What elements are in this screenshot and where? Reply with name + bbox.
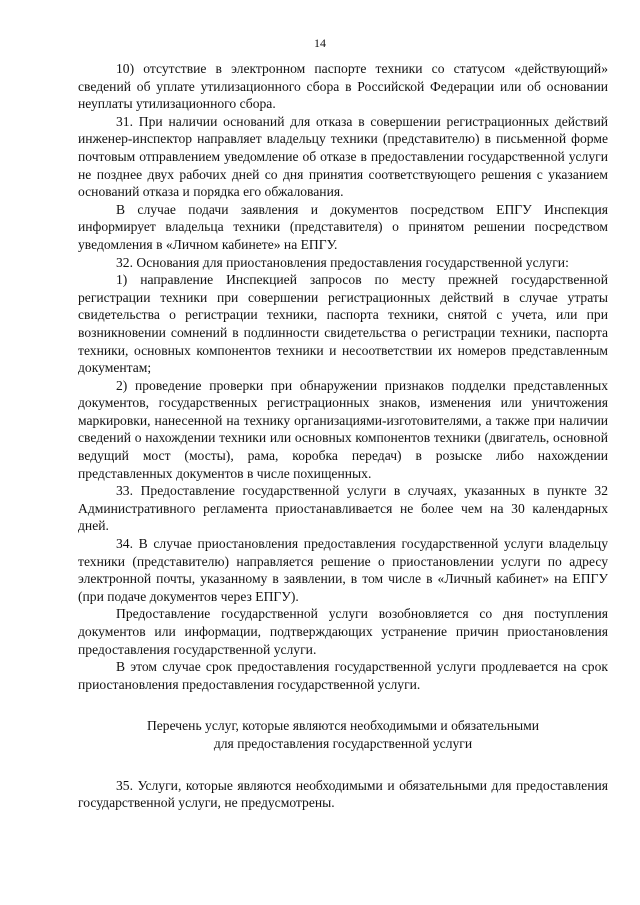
paragraph-resume: Предоставление государственной услуги возобновляется со дня поступления документов или информации, подтверждающих устранение причин приостановления предоставления государственной услуги. <box>78 606 608 657</box>
paragraph-32-item-1: 1) направление Инспекцией запросов по месту прежней государственной регистрации техники при совершении регистрационных действий в случае утраты свидетельства о регистрации техники, паспорта техники, снятой с учета, или при возникновении сомнений в подлинности свидетельства о регистрации техники, паспорта техники, основных компонентов техники и несоответствии их номеров представленным документам; <box>78 272 608 376</box>
section-heading-line-2: для предоставления государственной услуги <box>213 735 473 751</box>
paragraph-32-item-2: 2) проведение проверки при обнаружении признаков подделки представленных документов, государственных регистрационных знаков, изменения или уничтожения маркировки, нанесенной на технику организациями-изготовителями, а также при наличии сведений о нахождении техники или основных компонентов техники (двигатель, основной ведущий мост (мосты), рама, коробка передач) в розыске либо нахождении представленных документов в числе похищенных. <box>78 377 608 481</box>
paragraph-item-10: 10) отсутствие в электронном паспорте техники со статусом «действующий» сведений об уплате утилизационного сбора в Российской Федерации или об основании неуплаты утилизационного сбора. <box>78 61 608 112</box>
paragraph-32: 32. Основания для приостановления предоставления государственной услуги: <box>116 254 569 270</box>
section-heading <box>78 717 608 752</box>
paragraph-34: 34. В случае приостановления предоставления государственной услуги владельцу техники (представителю) направляется решение о приостановлении услуги по адресу электронной почты, указанному в заявлении, в том числе в «Личный кабинет» на ЕПГУ (при подаче документов через ЕПГУ). <box>78 536 608 604</box>
paragraph-33: 33. Предоставление государственной услуги в случаях, указанных в пункте 32 Административного регламента приостанавливается не более чем на 30 календарных дней. <box>78 483 608 534</box>
paragraph-35: 35. Услуги, которые являются необходимыми и обязательными для предоставления государственной услуги, не предусмотрены. <box>78 777 608 811</box>
page-number: 14 <box>314 36 326 50</box>
section-heading-line-1: Перечень услуг, которые являются необходимыми и обязательными <box>146 718 540 734</box>
paragraph-extension: В этом случае срок предоставления государственной услуги продлевается на срок приостановления предоставления государственной услуги. <box>78 659 608 692</box>
page-content <box>78 60 608 812</box>
paragraph-epgu-inform: В случае подачи заявления и документов посредством ЕПГУ Инспекция информирует владельца техники (представителя) о принятом решении посредством уведомления в «Личном кабинете» на ЕПГУ. <box>78 201 608 252</box>
paragraph-31: 31. При наличии оснований для отказа в совершении регистрационных действий инженер-инспектор направляет владельцу техники (представителю) в письменной форме почтовым отправлением уведомление об отказе в предоставлении государственной услуги не позднее двух рабочих дней со дня принятия соответствующего решения с указанием оснований отказа и порядка его обжалования. <box>78 113 608 200</box>
